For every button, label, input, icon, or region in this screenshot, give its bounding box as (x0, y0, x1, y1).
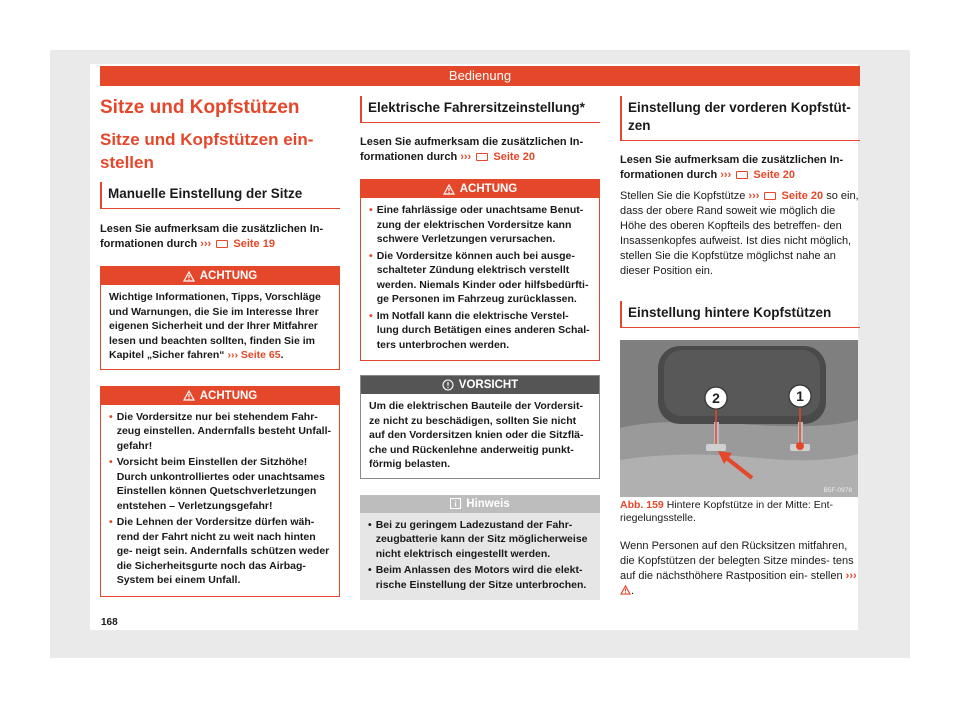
caption-text: Hintere Kopfstütze in der Mitte: Ent- riegelungsstelle. (620, 499, 834, 524)
column-1 (100, 96, 340, 597)
warning-header (101, 267, 339, 285)
warning-header (361, 180, 599, 198)
warning-body (361, 198, 599, 360)
figure-code: B5F-0978 (823, 487, 852, 494)
warning-icon (183, 271, 195, 282)
section-heading (360, 96, 600, 123)
book-icon (736, 171, 748, 179)
headrest-figure (620, 340, 858, 497)
warning-title: ACHTUNG (199, 389, 258, 402)
intro-label: Lesen Sie aufmerksam die zusätzlichen In- formationen durch (360, 136, 584, 163)
info-icon (450, 498, 461, 509)
list-item: • Die Vordersitze können auch bei ausge- schalteter Zündung elektrisch verstellt werden. Niemals Kinder oder hilfsbedürfti- ge Personen im Fahrzeug zurücklassen. (369, 249, 589, 305)
chapter-title: Sitze und Kopfstützen ein- stellen (100, 130, 314, 172)
warning-icon (443, 184, 455, 195)
section-heading-text: Elektrische Fahrersitzeinstellung* (368, 100, 585, 115)
caution-box (360, 375, 600, 479)
warning-title: ACHTUNG (459, 183, 518, 195)
book-icon (764, 192, 776, 200)
column-3 (620, 96, 860, 328)
caution-title: VORSICHT (458, 379, 519, 391)
warning-box (100, 266, 340, 370)
section-heading-text: Manuelle Einstellung der Sitze (108, 186, 303, 201)
book-icon (476, 153, 488, 161)
body-paragraph: Stellen Sie die Kopfstütze ››› Seite 20 so ein, dass der obere Rand soweit wie möglich die Höhe des oberen Kopfteils des betreffen- den Insassenkopfes aufweist. Ist dies nicht möglich, stellen Sie die Kopfstütze möglichst nahe an dieser Position ein. (620, 190, 859, 277)
page-title: Sitze und Kopfstützen (100, 97, 300, 118)
list-item: • Die Lehnen der Vordersitze dürfen wäh- rend der Fahrt nicht zu weit nach hinten ge- neigt sein. Andernfalls schützen weder die Sicherheitsgurte noch das Airbag-System bei einem Unfall. (109, 516, 330, 586)
section-heading (620, 96, 860, 141)
list-item: • Beim Anlassen des Motors wird die elekt- rische Einstellung der Sitze unterbrochen. (368, 564, 587, 591)
caution-body: Um die elektrischen Bauteile der Vordersit- ze nicht zu beschädigen, sollten Sie nicht auf den Vordersitzen knien oder die Sitzflä- che und Rückenlehne anderweitig punkt- förmig belasten. (369, 400, 584, 470)
page-link[interactable]: Seite 20 (493, 151, 535, 163)
figure-label-1: 1 (796, 388, 804, 404)
book-icon (216, 240, 228, 248)
warning-title: ACHTUNG (199, 270, 258, 282)
warning-icon (620, 585, 631, 595)
section-heading (620, 301, 860, 328)
hint-header (360, 495, 600, 513)
headrest-illustration (620, 340, 858, 497)
list-item: • Die Vordersitze nur bei stehendem Fahr- zeug einstellen. Andernfalls besteht Unfall- gefahr! (109, 410, 331, 452)
list-item: • Bei zu geringem Ladezustand der Fahr- zeugbatterie kann der Sitz möglicherweise nicht elektrisch eingestellt werden. (368, 518, 588, 560)
warning-box (100, 386, 340, 597)
intro-label: Lesen Sie aufmerksam die zusätzlichen In- formationen durch (100, 223, 324, 250)
warning-text: Wichtige Informationen, Tipps, Vorschläge und Warnungen, die Sie im Interesse Ihrer eigenen Sicherheit und der Ihrer Mitfahrer lesen und beachten sollten, finden Sie im Kapitel „Sicher fahren“ (109, 291, 321, 361)
warning-box (360, 179, 600, 361)
hint-title: Hinweis (466, 497, 510, 510)
figure-label-2: 2 (712, 390, 720, 406)
section-heading (100, 182, 340, 209)
hint-body (360, 513, 600, 601)
list-item: • Im Notfall kann die elektrische Verstel- lung durch Betätigen eines anderen Schal- ters unterbrochen werden. (369, 309, 590, 351)
info-circle-icon (442, 379, 454, 391)
figure-caption (620, 499, 858, 525)
page-link[interactable]: Seite 65 (240, 349, 281, 361)
intro-text: Lesen Sie aufmerksam die zusätzlichen In- formationen durch ››› Seite 20 (360, 136, 584, 163)
intro-text: Lesen Sie aufmerksam die zusätzlichen In- formationen durch ››› Seite 19 (100, 223, 324, 250)
caution-header (361, 376, 599, 394)
page-link[interactable]: Seite 19 (233, 238, 275, 250)
intro-label: Lesen Sie aufmerksam die zusätzlichen In- formationen durch (620, 154, 844, 181)
hint-box (360, 495, 600, 601)
section-heading-text: Einstellung der vorderen Kopfstüt- zen (628, 100, 851, 133)
intro-text: Lesen Sie aufmerksam die zusätzlichen In- formationen durch ››› Seite 20 (620, 154, 844, 181)
body-paragraph: Wenn Personen auf den Rücksitzen mitfahren, die Kopfstützen der belegten Sitze mindes- tens auf die nächsthöhere Rastposition ein- stellen ››› . (620, 540, 857, 597)
page-link[interactable]: Seite 20 (753, 169, 795, 181)
warning-body: Wichtige Informationen, Tipps, Vorschläge und Warnungen, die Sie im Interesse Ihrer eigenen Sicherheit und der Ihrer Mitfahrer lesen und beachten sollten, finden Sie im Kapitel „Sicher fahren“ ››› Seite 65. (109, 291, 321, 361)
warning-icon (183, 390, 195, 401)
page-number: 168 (101, 617, 118, 628)
list-item: • Eine fahrlässige oder unachtsame Benut- zung der elektrischen Vordersitze kann schwere Verletzungen verursachen. (369, 204, 584, 245)
page-link[interactable]: Seite 20 (781, 190, 824, 202)
section-heading-text: Einstellung hintere Kopfstützen (628, 305, 832, 320)
list-item: • Vorsicht beim Einstellen der Sitzhöhe! Durch unkontrolliertes oder unachtsames Einstellen können Quetschverletzungen entstehen – Verletzungsgefahr! (109, 456, 325, 512)
page-header: Bedienung (100, 66, 860, 86)
caption-label: Abb. 159 (620, 499, 664, 511)
column-2 (360, 96, 600, 600)
warning-body (101, 405, 339, 596)
warning-header (101, 387, 339, 405)
